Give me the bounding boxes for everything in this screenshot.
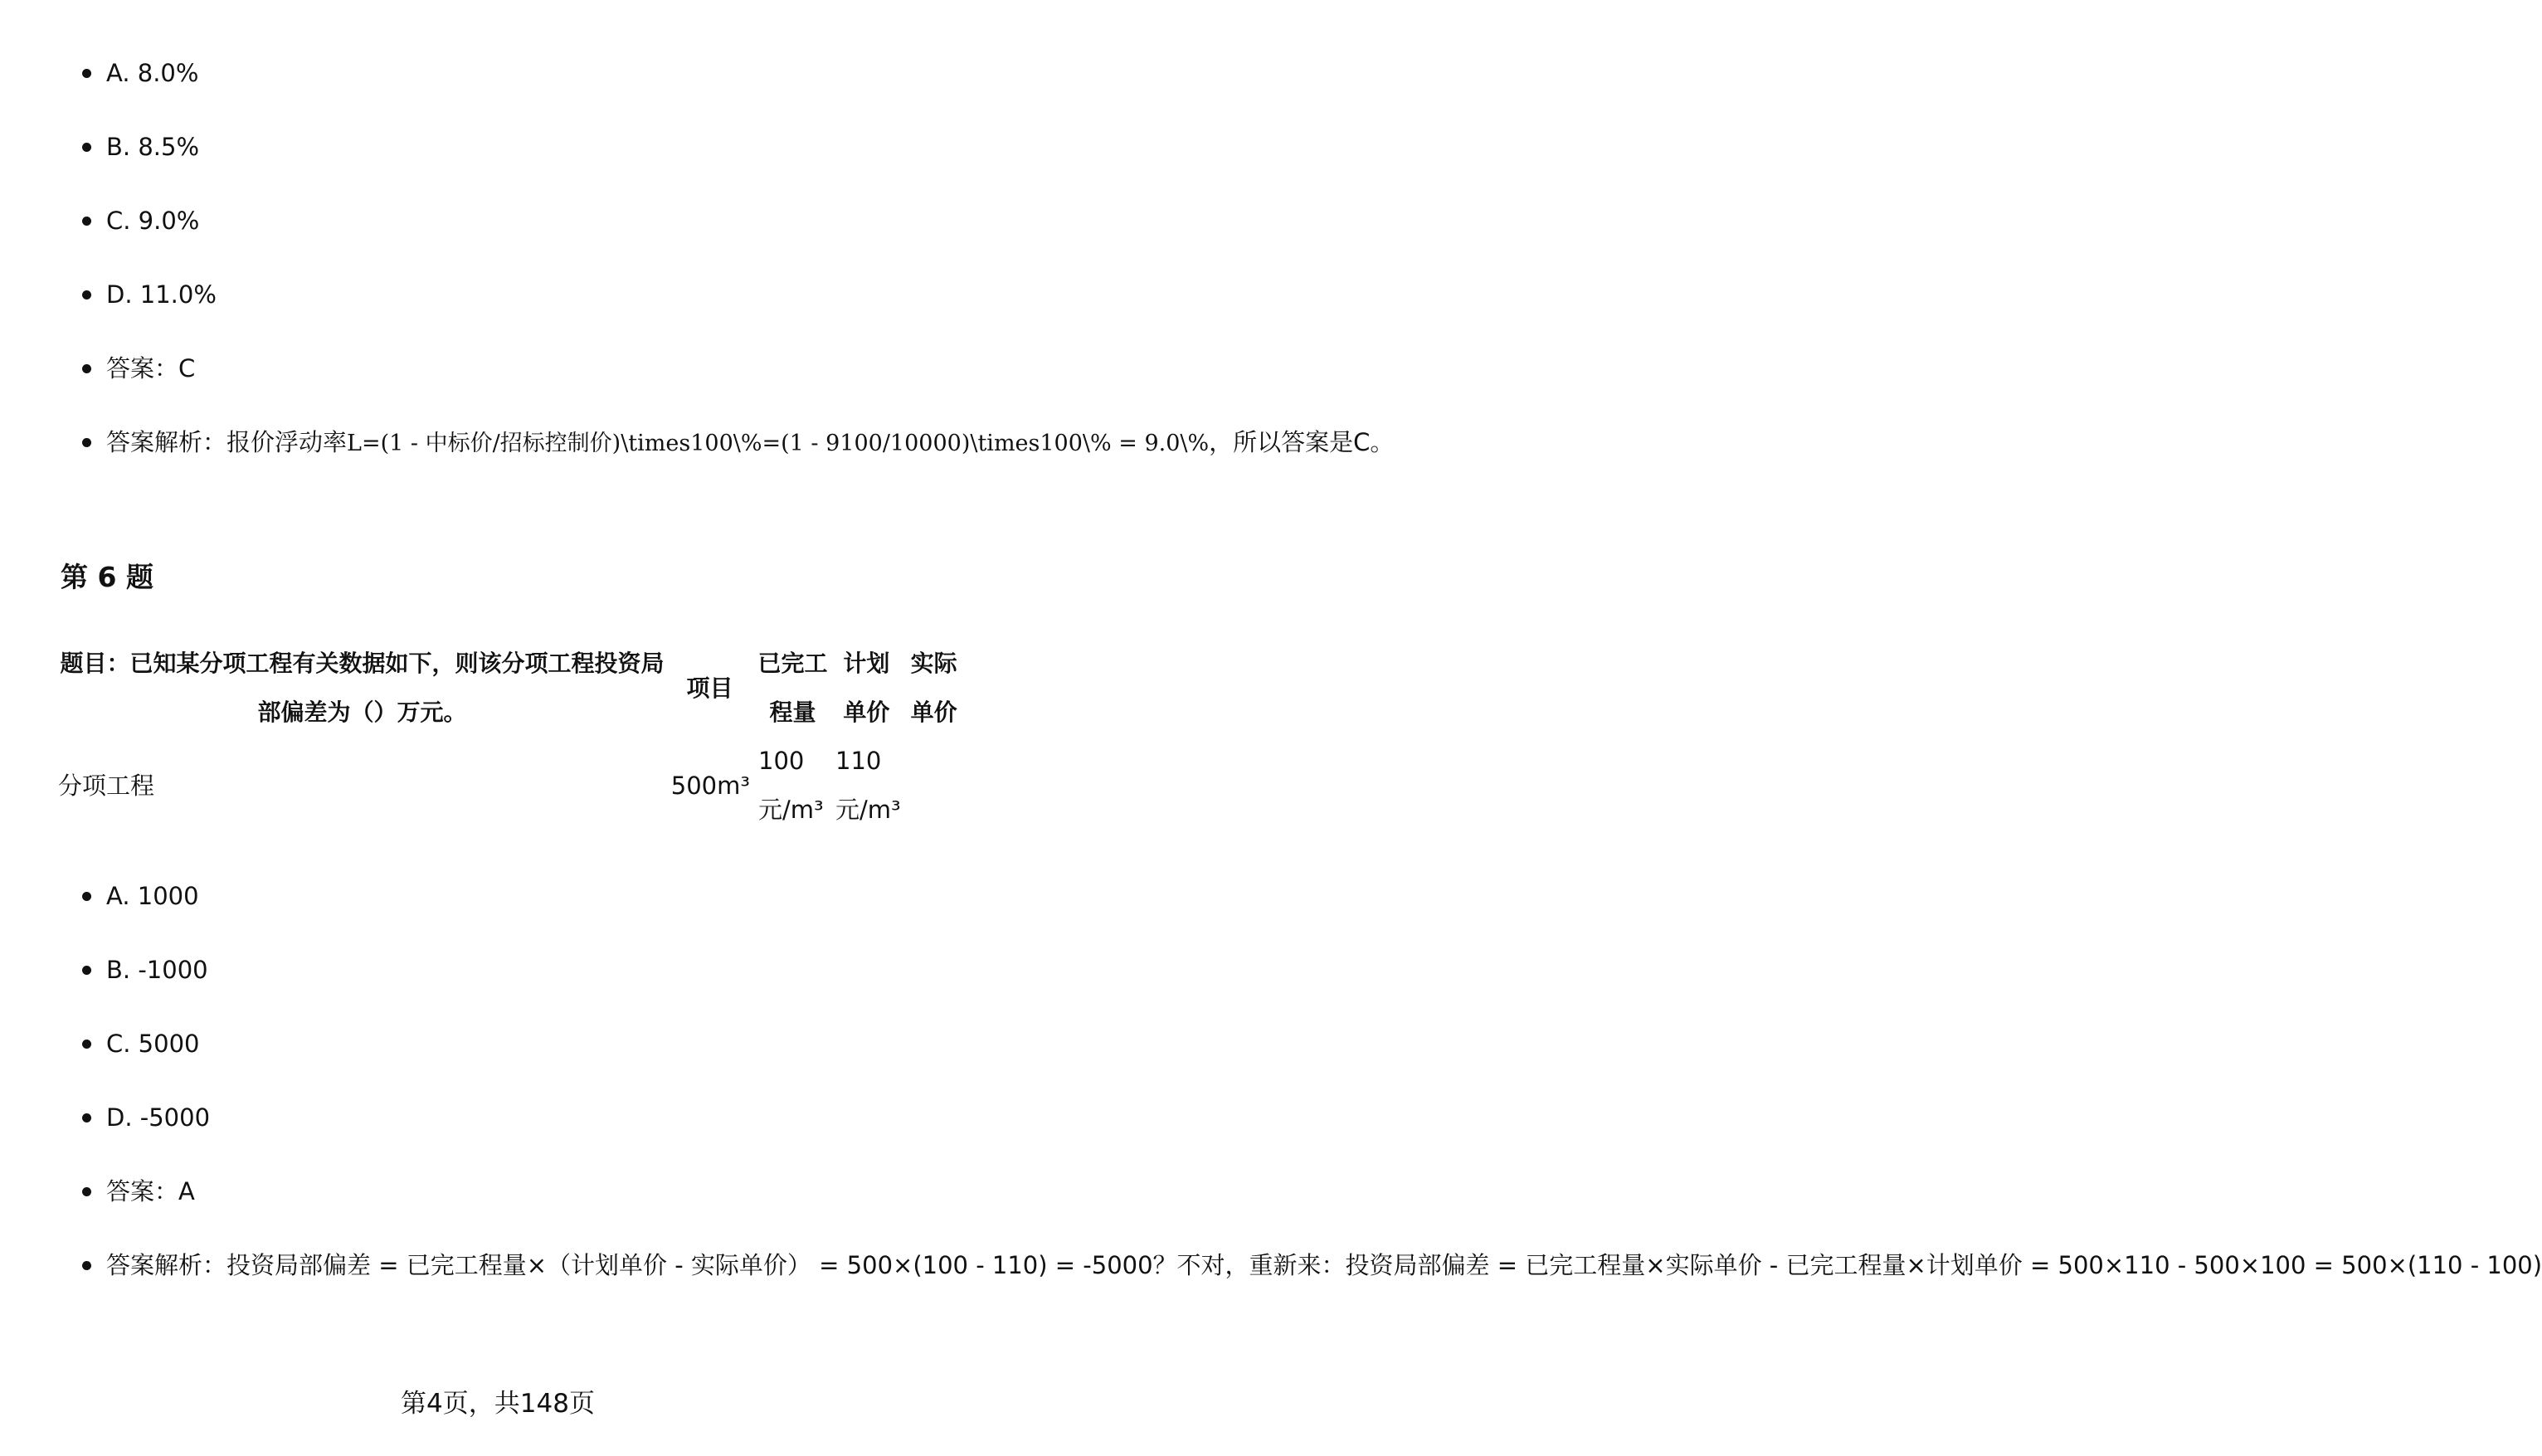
bullet-icon xyxy=(82,364,91,373)
q5-option-b xyxy=(0,122,996,172)
table-cell: 100元/m³ xyxy=(758,747,824,824)
table-row xyxy=(58,737,967,835)
q5-explanation xyxy=(0,417,1395,467)
table-cell: 110元/m³ xyxy=(835,747,901,824)
table-header-item: 项目 xyxy=(686,674,733,702)
q6-option-c xyxy=(0,1019,996,1069)
bullet-icon xyxy=(82,1113,91,1122)
bullet-icon xyxy=(82,1261,91,1270)
option-text: B. 8.5% xyxy=(106,133,200,161)
answer-text: 答案：A xyxy=(106,1177,195,1205)
option-text: C. 9.0% xyxy=(106,207,200,235)
table-header-completed-qty: 已完工程量 xyxy=(757,650,828,726)
bullet-icon xyxy=(82,966,91,975)
option-text: A. 8.0% xyxy=(106,59,199,87)
bullet-icon xyxy=(82,1040,91,1049)
explanation-text: 答案解析：投资局部偏差 = 已完工程量×（计划单价 - 实际单价） = 500×(100 - 110) = -5000？不对，重新来：投资局部偏差 = 已完工程量×实际单价 - 已完工程量×计划单价 = 500×110 - 500×100 = 500×(110 - 100) xyxy=(106,1251,2542,1279)
q5-option-a xyxy=(0,48,996,98)
table-cell: 分项工程 xyxy=(58,771,155,800)
answer-text: 答案：C xyxy=(106,354,196,382)
question-heading: 第 6 题 xyxy=(61,561,153,593)
question-table xyxy=(58,639,967,835)
bullet-icon xyxy=(82,290,91,299)
q6-answer xyxy=(0,1166,996,1216)
bullet-icon xyxy=(82,438,91,447)
bullet-icon xyxy=(82,69,91,78)
q5-answer xyxy=(0,343,996,393)
explanation-suffix: ，所以答案是C。 xyxy=(1209,428,1395,456)
table-header-question: 题目：已知某分项工程有关数据如下，则该分项工程投资局部偏差为（）万元。 xyxy=(60,650,665,726)
q6-option-d xyxy=(0,1093,996,1142)
bullet-icon xyxy=(82,1187,91,1196)
table-header-row xyxy=(58,639,967,737)
q6-option-b xyxy=(0,945,996,995)
option-text: D. 11.0% xyxy=(106,280,217,309)
option-text: D. -5000 xyxy=(106,1103,211,1132)
q6-option-list xyxy=(0,871,2542,1314)
table-header-actual-price: 实际单价 xyxy=(910,650,957,726)
q6-explanation xyxy=(0,1240,2542,1290)
table-cell: 500m³ xyxy=(670,771,750,800)
option-text: A. 1000 xyxy=(106,882,199,910)
explanation-formula: L=(1 - 中标价/招标控制价)\times100\%=(1 - 9100/10000)\times100\% = 9.0\% xyxy=(347,431,1210,456)
option-text: C. 5000 xyxy=(106,1030,200,1058)
bullet-icon xyxy=(82,143,91,152)
bullet-icon xyxy=(82,892,91,901)
table-cell xyxy=(901,737,967,835)
q5-option-list xyxy=(0,48,1395,491)
table-header-planned-price: 计划单价 xyxy=(843,650,890,726)
q6-option-a xyxy=(0,871,996,921)
bullet-icon xyxy=(82,217,91,226)
explanation-prefix: 答案解析：报价浮动率 xyxy=(106,428,348,456)
option-text: B. -1000 xyxy=(106,956,208,984)
q5-option-d xyxy=(0,270,996,319)
page-footer: 第4页，共148页 xyxy=(401,1389,595,1419)
q5-option-c xyxy=(0,196,996,246)
